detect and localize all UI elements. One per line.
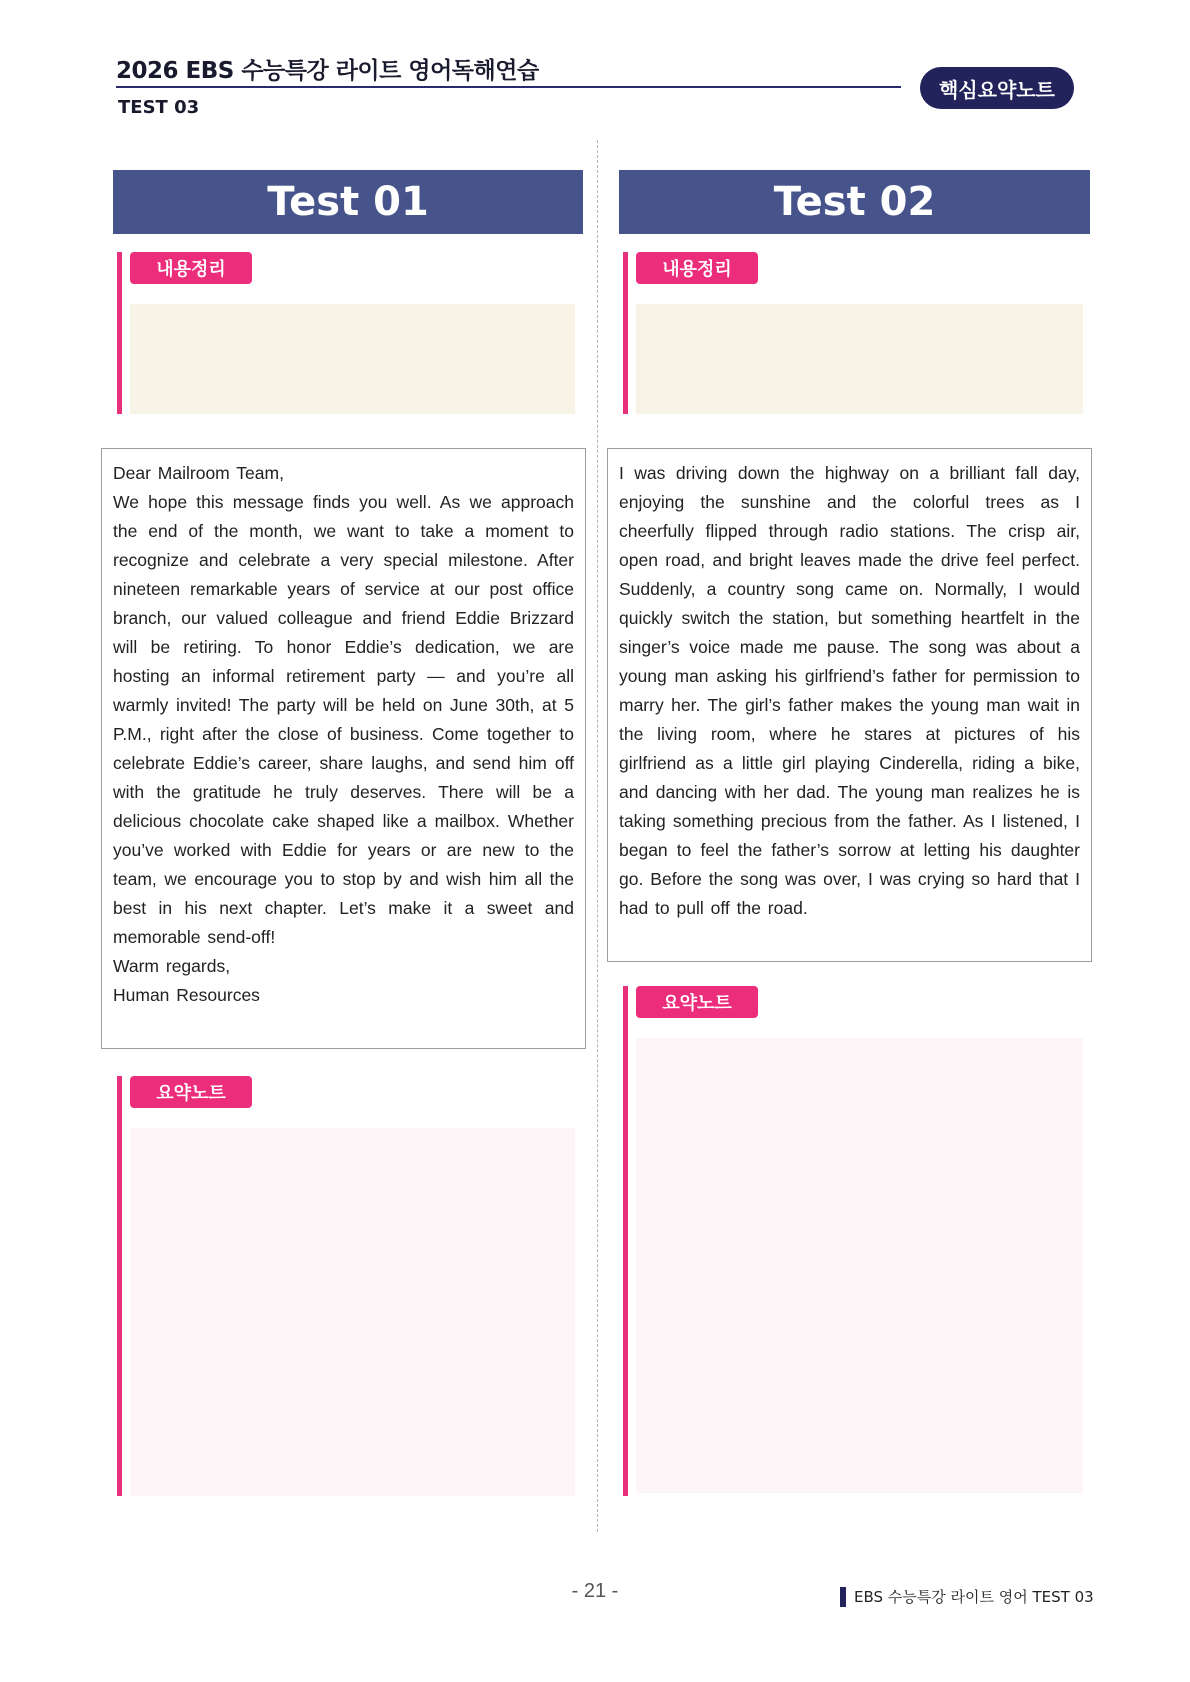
passage-signature: Human Resources [113,985,260,1005]
content-summary-tag: 내용정리 [130,252,252,284]
test-01-banner: Test 01 [113,170,583,234]
test-01-content-section [117,252,572,414]
header-rule [116,86,901,88]
document-title: 2026 EBS 수능특강 라이트 영어독해연습 [116,58,539,84]
summary-note-area [636,1038,1083,1493]
passage-body: I was driving down the highway on a brilliant fall day, enjoying the sunshine and the colorful trees as I cheerfully flipped through radio stations. The crisp air, open road, and bright leaves made the drive feel perfect. Suddenly, a country song came on. Normally, I would quickly switch the station, but something heartfelt in the singer’s voice made me pause. The song was about a young man asking his girlfriend’s father for permission to marry her. The girl’s father makes the young man wait in the living room, where he stares at pictures of his girlfriend as a little girl playing Cinderella, riding a bike, and dancing with her dad. The young man realizes he is taking something precious from the father. As I listened, I began to feel the father’s sorrow at letting his daughter go. Before the song was over, I was crying so hard that I had to pull off the road. [619,463,1080,918]
test-label: TEST 03 [118,97,200,118]
test-02-banner: Test 02 [619,170,1090,234]
test-02-summary-section [623,986,1080,1496]
summary-note-area [130,1128,575,1496]
column-divider [597,140,598,1532]
test-01-summary-section [117,1076,572,1496]
content-summary-area [130,304,575,414]
content-summary-tag: 내용정리 [636,252,758,284]
footer-bar-mark [840,1587,846,1607]
summary-note-badge: 핵심요약노트 [920,67,1074,109]
passage-closing: Warm regards, [113,956,231,976]
page-number: - 21 - [571,1580,619,1602]
summary-note-tag: 요약노트 [636,986,758,1018]
footer-label-text: EBS 수능특강 라이트 영어 TEST 03 [854,1588,1094,1606]
summary-note-tag: 요약노트 [130,1076,252,1108]
test-01-passage [101,448,586,1049]
test-02-content-section [623,252,1080,414]
test-02-passage [607,448,1092,962]
passage-body: We hope this message finds you well. As we approach the end of the month, we want to take a moment to recognize and celebrate a very special milestone. After nineteen remarkable years of service at our post office branch, our valued colleague and friend Eddie Brizzard will be retiring. To honor Eddie’s dedication, we are hosting an informal retirement party — and you’re all warmly invited! The party will be held on June 30th, at 5 P.M., right after the close of business. Come together to celebrate Eddie’s career, share laughs, and send him off with the gratitude he truly deserves. There will be a delicious chocolate cake shaped like a mailbox. Whether you’ve worked with Eddie for years or are new to the team, we encourage you to stop by and wish him all the best in his next chapter. Let’s make it a sweet and memorable send-off! [113,492,574,947]
content-summary-area [636,304,1083,414]
passage-greeting: Dear Mailroom Team, [113,463,284,483]
footer-label [840,1586,1094,1607]
